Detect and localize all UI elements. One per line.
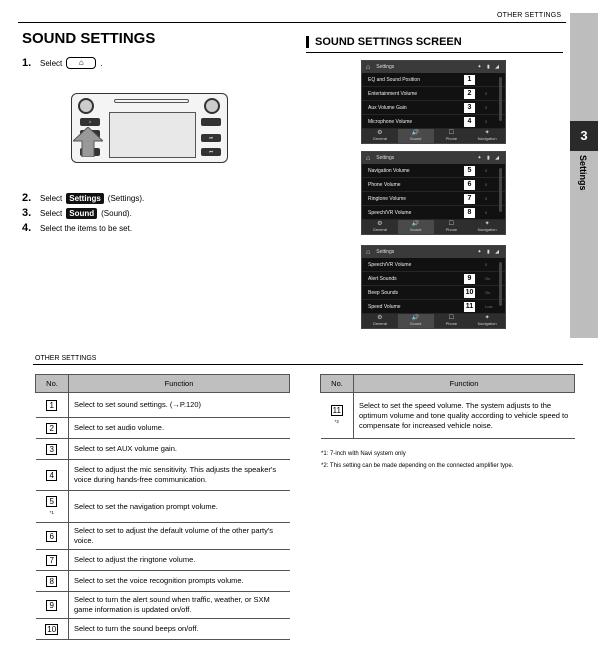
section-divider	[306, 52, 563, 53]
callout-number: 2	[464, 89, 475, 99]
screen-tab-icon: ☐	[448, 221, 455, 227]
settings-button-label: Settings	[66, 193, 104, 204]
status-icons: ✦ ▮ ◢	[477, 249, 501, 255]
row-number: 7	[46, 555, 57, 566]
screen-tab-icon: 🔊	[411, 221, 420, 227]
row-number: 3	[46, 444, 57, 455]
row-number-cell	[36, 393, 69, 418]
screen-tab-icon: ✦	[484, 315, 490, 321]
screen-scrollbar	[499, 262, 502, 306]
step-text: Select the items to be set.	[40, 223, 133, 233]
row-footnote-mark: *2	[334, 418, 339, 424]
screen-title: Settings	[376, 64, 395, 70]
screen-tab-icon: ⚙	[377, 130, 383, 136]
footnote: *2: This setting can be made depending on the connected amplifier type.	[321, 463, 514, 469]
screen-tab	[434, 314, 470, 328]
screen-row-value: 0	[485, 168, 488, 173]
screen-row-label: Ringtone Volume	[368, 195, 407, 202]
screen-tab-label: General	[372, 227, 387, 232]
row-number: 2	[46, 423, 57, 434]
table-row	[36, 491, 290, 523]
step-number: 2.	[22, 192, 32, 204]
screen-row-label: Entertainment Volume	[368, 90, 418, 97]
step-number: 4.	[22, 222, 32, 234]
screen-row-label: EQ and Sound Position	[368, 76, 420, 83]
callout-number: 6	[464, 180, 475, 190]
header-divider	[18, 22, 566, 23]
screen-tab-icon: ☐	[448, 130, 455, 136]
arrow-up-icon	[73, 127, 103, 157]
screen-row	[362, 272, 505, 286]
row-number-cell	[36, 491, 69, 523]
screen-tab	[362, 220, 398, 234]
screen-row-value: 0	[485, 105, 488, 110]
step-text: (Sound).	[101, 208, 132, 218]
section-label: OTHER SETTINGS	[35, 355, 97, 362]
seek-button-icon: ⏮	[201, 148, 221, 156]
screen-tab	[434, 129, 470, 143]
callout-number: 7	[464, 194, 475, 204]
screen-tab-icon: ✦	[484, 221, 490, 227]
table-row	[36, 592, 290, 619]
screen-row	[362, 101, 505, 115]
callout-number: 5	[464, 166, 475, 176]
row-function-text: Select to set the speed volume. The system adjusts to the optimum volume and tone quality according to vehicle speed to compensate for increased vehicle noise.	[354, 393, 575, 439]
screen-row	[362, 192, 505, 206]
home-icon: ⌂	[366, 63, 371, 71]
step-text: (Settings).	[107, 193, 145, 203]
screen-tab-label: Navigation	[477, 321, 497, 326]
settings-screen	[361, 60, 506, 144]
screen-tab	[434, 220, 470, 234]
row-number: 11	[332, 405, 341, 415]
screen-tab-label: Sound	[409, 136, 422, 141]
row-number-cell	[321, 393, 354, 439]
column-header-function: Function	[69, 375, 290, 393]
screen-scrollbar	[499, 77, 502, 121]
hard-button-icon	[201, 118, 221, 126]
chapter-label: Settings	[578, 155, 588, 191]
screen-row-value: On	[485, 276, 491, 281]
screen-row-value: 0	[485, 210, 488, 215]
table-row	[36, 523, 290, 550]
page-title: SOUND SETTINGS	[22, 30, 156, 47]
table-row	[36, 439, 290, 460]
screen-tab	[469, 129, 505, 143]
screen-tab	[398, 129, 434, 143]
row-number-cell	[36, 592, 69, 619]
disc-slot	[114, 99, 189, 103]
function-table-left	[35, 374, 290, 640]
step-number: 1.	[22, 57, 32, 69]
screen-scrollbar	[499, 168, 502, 212]
screen-tab-bar	[362, 129, 505, 143]
function-table-right	[320, 374, 575, 439]
screen-row-value: 0	[485, 91, 488, 96]
row-function-text: Select to set to adjust the default volume of the other party's voice.	[69, 523, 290, 550]
row-function-text: Select to set AUX volume gain.	[69, 439, 290, 460]
screen-tab-icon: 🔊	[411, 315, 420, 321]
screen-row-label: Phone Volume	[368, 181, 401, 188]
table-row	[36, 418, 290, 439]
section-title: SOUND SETTINGS SCREEN	[306, 36, 462, 48]
callout-number: 8	[464, 208, 475, 218]
screen-tab-icon: ⚙	[377, 315, 383, 321]
screen-row	[362, 258, 505, 272]
step-text: Select	[40, 58, 63, 68]
screen-tab-label: Sound	[409, 227, 422, 232]
row-number: 5	[46, 496, 57, 507]
sound-button-label: Sound	[66, 208, 97, 219]
screen-row-value: Low	[485, 304, 493, 309]
step-text: Select	[40, 193, 63, 203]
row-function-text: Select to turn the alert sound when traffic, weather, or SXM game information is updated on/off.	[69, 592, 290, 619]
row-number: 1	[46, 400, 57, 411]
screen-tab-icon: ☐	[448, 315, 455, 321]
callout-number: 3	[464, 103, 475, 113]
screen-status-bar	[362, 61, 505, 73]
screen-tab	[362, 129, 398, 143]
screen-row-label: Microphone Volume	[368, 118, 413, 125]
section-divider	[33, 364, 583, 365]
row-number-cell	[36, 460, 69, 491]
head-unit-screen	[109, 112, 196, 158]
screen-row-label: Alert Sounds	[368, 275, 397, 282]
row-number-cell	[36, 571, 69, 592]
screen-row-label: Beep Sounds	[368, 289, 399, 296]
screen-row	[362, 87, 505, 101]
screen-tab-label: Sound	[409, 321, 422, 326]
row-function-text: Select to set sound settings. (→P.120)	[69, 393, 290, 418]
screen-tab-label: Navigation	[477, 136, 497, 141]
row-number-cell	[36, 550, 69, 571]
step-1	[22, 57, 102, 69]
screen-tab-label: Navigation	[477, 227, 497, 232]
home-hard-button-icon: ⌂	[80, 118, 100, 126]
row-function-text: Select to set audio volume.	[69, 418, 290, 439]
screen-title: Settings	[376, 155, 395, 161]
screen-row-label: Navigation Volume	[368, 167, 410, 174]
callout-number: 9	[464, 274, 475, 284]
step-number: 3.	[22, 207, 32, 219]
row-number-cell	[36, 439, 69, 460]
screen-row-value: 0	[485, 196, 488, 201]
table-row	[36, 460, 290, 491]
screen-tab-bar	[362, 314, 505, 328]
row-number: 8	[46, 576, 57, 587]
chapter-number: 3	[570, 121, 598, 151]
row-number-cell	[36, 418, 69, 439]
footnotes	[321, 448, 513, 472]
home-icon: ⌂	[366, 154, 371, 162]
screen-row	[362, 73, 505, 87]
column-header-no: No.	[36, 375, 69, 393]
screen-row-value: 0	[485, 182, 488, 187]
screen-row	[362, 164, 505, 178]
status-icons: ✦ ▮ ◢	[477, 64, 501, 70]
screen-tab-label: General	[372, 136, 387, 141]
table-row	[36, 619, 290, 640]
row-function-text: Select to set the navigation prompt volume.	[69, 491, 290, 523]
screen-tab	[469, 220, 505, 234]
tune-knob-icon	[204, 98, 220, 114]
screen-row-label: Speed Volume	[368, 303, 401, 310]
row-number: 10	[47, 624, 57, 634]
step-4	[22, 222, 132, 234]
table-row	[36, 571, 290, 592]
screen-row-value: On	[485, 290, 491, 295]
row-number: 9	[46, 600, 57, 611]
row-number-cell	[36, 619, 69, 640]
screen-tab-label: Phone	[445, 321, 458, 326]
callout-number: 1	[464, 75, 475, 85]
screen-row	[362, 286, 505, 300]
settings-screen	[361, 151, 506, 235]
step-text: .	[100, 58, 103, 68]
callout-number: 4	[464, 117, 475, 127]
screen-title: Settings	[376, 249, 395, 255]
step-text: Select	[40, 208, 63, 218]
screen-tab	[469, 314, 505, 328]
screen-tab-label: Phone	[445, 136, 458, 141]
screen-tab-label: General	[372, 321, 387, 326]
screen-tab-icon: ✦	[484, 130, 490, 136]
screen-row-label: Speech/VR Volume	[368, 209, 412, 216]
screen-tab-icon: 🔊	[411, 130, 420, 136]
row-function-text: Select to adjust the mic sensitivity. This adjusts the speaker's voice during hands-free communication.	[69, 460, 290, 491]
table-row	[321, 393, 575, 439]
screen-tab	[398, 314, 434, 328]
screen-tab	[398, 220, 434, 234]
screen-row-value: 0	[485, 262, 488, 267]
screen-status-bar	[362, 246, 505, 258]
table-row	[36, 550, 290, 571]
step-2	[22, 192, 144, 204]
screen-row-value: 0	[485, 119, 488, 124]
step-3	[22, 207, 132, 219]
row-function-text: Select to set the voice recognition prompts volume.	[69, 571, 290, 592]
screen-row-label: Speech/VR Volume	[368, 261, 412, 268]
home-icon: ⌂	[366, 248, 371, 256]
screen-row-label: Aux Volume Gain	[368, 104, 407, 111]
row-function-text: Select to turn the sound beeps on/off.	[69, 619, 290, 640]
volume-knob-icon	[78, 98, 94, 114]
status-icons: ✦ ▮ ◢	[477, 155, 501, 161]
home-icon: ⌂	[66, 57, 96, 69]
row-number-cell	[36, 523, 69, 550]
column-header-function: Function	[354, 375, 575, 393]
screen-tab-label: Phone	[445, 227, 458, 232]
screen-status-bar	[362, 152, 505, 164]
screen-row	[362, 300, 505, 314]
screen-tab-icon: ⚙	[377, 221, 383, 227]
page-header-label: OTHER SETTINGS	[497, 12, 562, 19]
row-number: 6	[46, 531, 57, 542]
row-footnote-mark: *1	[49, 509, 54, 515]
footnote: *1: 7-inch with Navi system only	[321, 451, 406, 457]
table-row	[36, 393, 290, 418]
screen-row	[362, 178, 505, 192]
chapter-tab	[570, 13, 598, 338]
row-function-text: Select to adjust the ringtone volume.	[69, 550, 290, 571]
column-header-no: No.	[321, 375, 354, 393]
callout-number: 11	[465, 303, 474, 310]
screen-tab	[362, 314, 398, 328]
callout-number: 10	[465, 289, 474, 296]
row-number: 4	[46, 470, 57, 481]
screen-row	[362, 206, 505, 220]
settings-screen	[361, 245, 506, 329]
screen-tab-bar	[362, 220, 505, 234]
seek-button-icon: ⏭	[201, 134, 221, 142]
screen-row	[362, 115, 505, 129]
